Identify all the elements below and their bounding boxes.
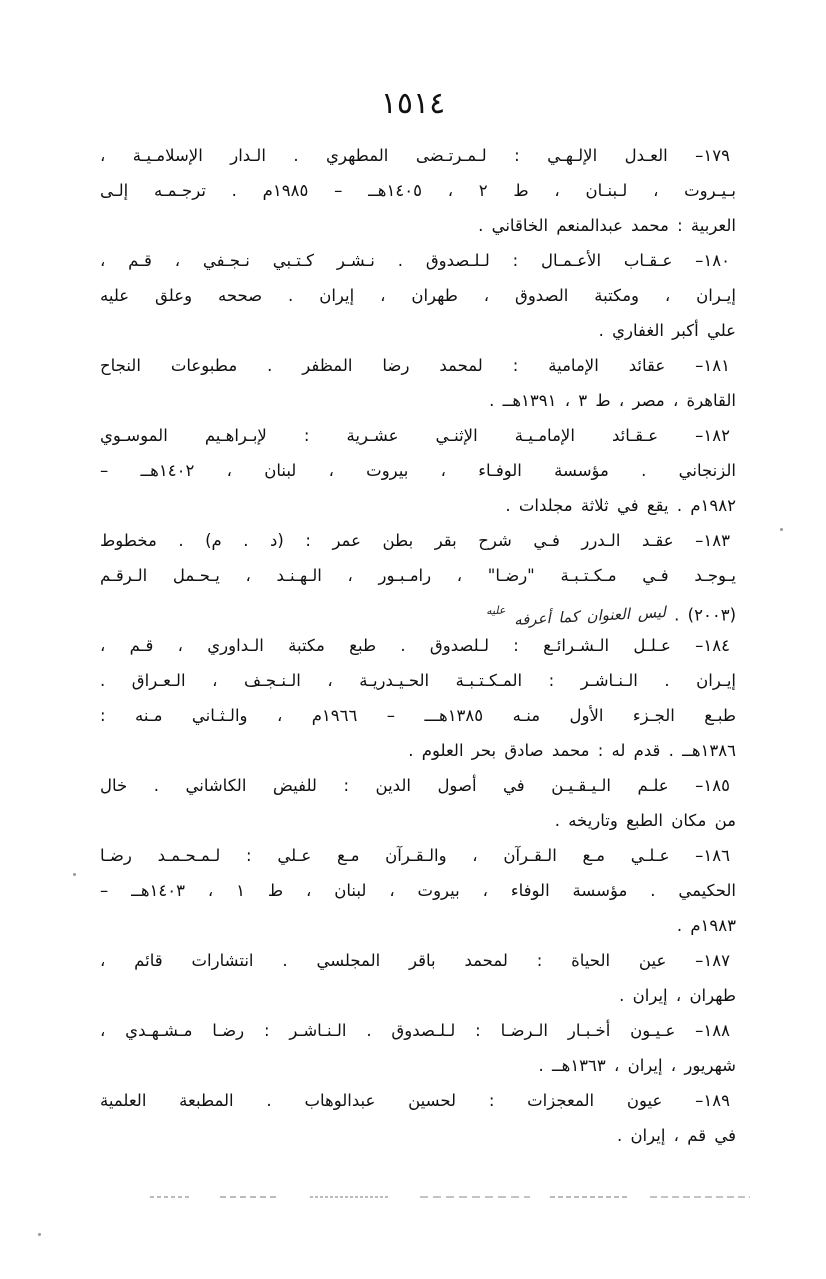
entry-line: الزنجاني . مؤسسة الوفـاء ، بيروت ، لبنان ، ١٤٠٢هــ – [100, 461, 736, 480]
entry-line: القاهرة ، مصر ، ط ٣ ، ١٣٩١هــ . [489, 391, 736, 410]
entry-line: إيـران . الـنـاشـر : المـكـتـبـة الحـيـدريـة ، الـنـجـف ، الـعـراق . [100, 671, 736, 690]
bibliography-list [100, 138, 736, 1153]
entry-line: شهريور ، إيران ، ١٣٦٣هــ . [538, 1056, 736, 1075]
bibliography-entry-189 [100, 1083, 736, 1153]
bibliography-entry-180 [100, 243, 736, 348]
entry-line: ١٨٠– عـقـاب الأعـمـال : لـلـصدوق . نـشـر كـتـبي نـجـفي ، قـم ، [100, 251, 730, 270]
bibliography-entry-181 [100, 348, 736, 418]
handwritten-superscript: عليه [485, 603, 507, 618]
scan-dash-line [150, 1195, 750, 1199]
entry-line: ١٨٩– عيون المعجزات : لحسين عبدالوهاب . المطبعة العلمية [100, 1091, 730, 1110]
scan-speck [38, 1233, 41, 1236]
entry-line: في قم ، إيران . [616, 1126, 736, 1145]
bibliography-entry-186 [100, 838, 736, 943]
entry-line: ١٩٨٢م . يقع في ثلاثة مجلدات . [505, 496, 736, 515]
entry-line: ١٨٧– عين الحياة : لمحمد باقر المجلسي . انتشارات قائم ، [100, 951, 730, 970]
entry-line: العربية : محمد عبدالمنعم الخاقاني . [478, 216, 736, 235]
bibliography-entry-183 [100, 523, 736, 628]
entry-line: ١٨٣– عقـد الـدرر فـي شرح بقر بطن عمر : (د . م) . مخطوط [100, 531, 730, 550]
entry-line: إيـران ، ومكتبة الصدوق ، طهران ، إيران . صححه وعلق عليه [100, 286, 736, 305]
entry-line: ١٨٦– عـلـي مـع الـقـرآن ، والـقـرآن مـع عـلي : لـمـحـمـد رضـا [100, 846, 730, 865]
entry-line: علي أكبر الغفاري . [598, 321, 736, 340]
entry-line: طهران ، إيران . [619, 986, 736, 1005]
scan-speck [73, 873, 76, 876]
entry-line: الحكيمي . مؤسسة الوفاء ، بيروت ، لبنان ، ط ١ ، ١٤٠٣هــ – [100, 881, 736, 900]
entry-line: ١٨٤– عـلـل الـشـرائـع : لـلصدوق . طبع مكتبة الـداوري ، قـم ، [100, 636, 730, 655]
entry-line: طبـع الجـزء الأول منـه ١٣٨٥هـــ – ١٩٦٦م ، والـثـاني مـنه : [100, 706, 736, 725]
bibliography-entry-184 [100, 628, 736, 768]
entry-line: ١٨٨– عـيـون أخـبـار الـرضـا : لـلـصدوق . الـنـاشـر : رضـا مـشـهـدي ، [100, 1021, 730, 1040]
entry-line: ١٨٥– علـم الـيـقـيـن في أصول الدين : للفيض الكاشاني . خال [100, 776, 730, 795]
entry-line: يـوجـد فـي مـكـتـبـة "رضـا" ، رامـبـور ، الـهـنـد ، يـحـمل الـرقـم [100, 566, 736, 585]
scan-speck [780, 528, 783, 531]
entry-line: ١٨١– عقائد الإمامية : لمحمد رضا المظفر . مطبوعات النجاح [100, 356, 730, 375]
bibliography-entry-188 [100, 1013, 736, 1083]
page-number: ١٥١٤ [380, 86, 446, 121]
bibliography-entry-179 [100, 138, 736, 243]
entry-line: ١٣٨٦هــ . قدم له : محمد صادق بحر العلوم . [408, 741, 736, 760]
entry-line: ١٩٨٣م . [676, 916, 736, 935]
entry-line-with-note [100, 593, 736, 628]
bibliography-entry-185 [100, 768, 736, 838]
bibliography-entry-187 [100, 943, 736, 1013]
handwritten-annotation: ليس العنوان كما أعرفه [513, 602, 667, 629]
bibliography-entry-182 [100, 418, 736, 523]
entry-line: من مكان الطبع وتاريخه . [554, 811, 736, 830]
entry-line: بـيـروت ، لـبنـان ، ط ٢ ، ١٤٠٥هــ – ١٩٨٥م . ترجـمـه إلـى [100, 181, 736, 200]
entry-line: ١٧٩– العـدل الإلـهـي : لـمـرتـضى المطهري . الـدار الإسلامـيـة ، [100, 146, 730, 165]
entry-line: ١٨٢– عـقـائد الإمامـيـة الإثنـي عشـرية : لإبـراهـيم الموسـوي [100, 426, 730, 445]
entry-line: (٢٠٠٣) . [674, 605, 736, 625]
